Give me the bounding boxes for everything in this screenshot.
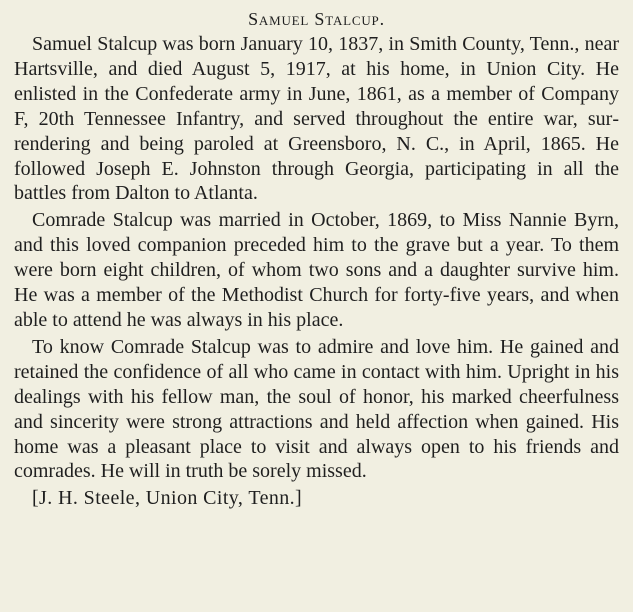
author-signature: [J. H. Steele, Union City, Tenn.] <box>32 487 303 510</box>
paragraph-biography: Samuel Stalcup was born January 10, 1837, in Smith County, Tenn., near Hartsville, and died August 5, 1917, at his home, in Union City. He enlisted in the Confederate army in June, 1861, as a member of Company F, 20th Tennessee Infantry, and served throughout the entire war, surrendering and being paroled at Greensboro, N. C., in April, 1865. He followed Joseph E. Johnston through Georgia, participating in all the battles from Dalton to Atlanta. <box>14 33 619 205</box>
paragraph-tribute: To know Comrade Stalcup was to admire and love him. He gained and retained the confidence of all who came in contact with him. Upright in his dealings with his fellow man, the soul of honor, his marked cheerfulness and sincerity were strong attractions and held affection when gained. His home was a pleasant place to visit and always open to his friends and comrades. He will in truth be sorely missed. <box>14 335 619 483</box>
paragraph-family: Comrade Stalcup was married in October, 1869, to Miss Nannie Byrn, and this loved companion preceded him to the grave but a year. To them were born eight children, of whom two sons and a daughter survive him. He was a member of the Methodist Church for forty-five years, and when able to attend he was always in his place. <box>14 209 619 331</box>
article-title: Samuel Stalcup. <box>248 9 385 29</box>
